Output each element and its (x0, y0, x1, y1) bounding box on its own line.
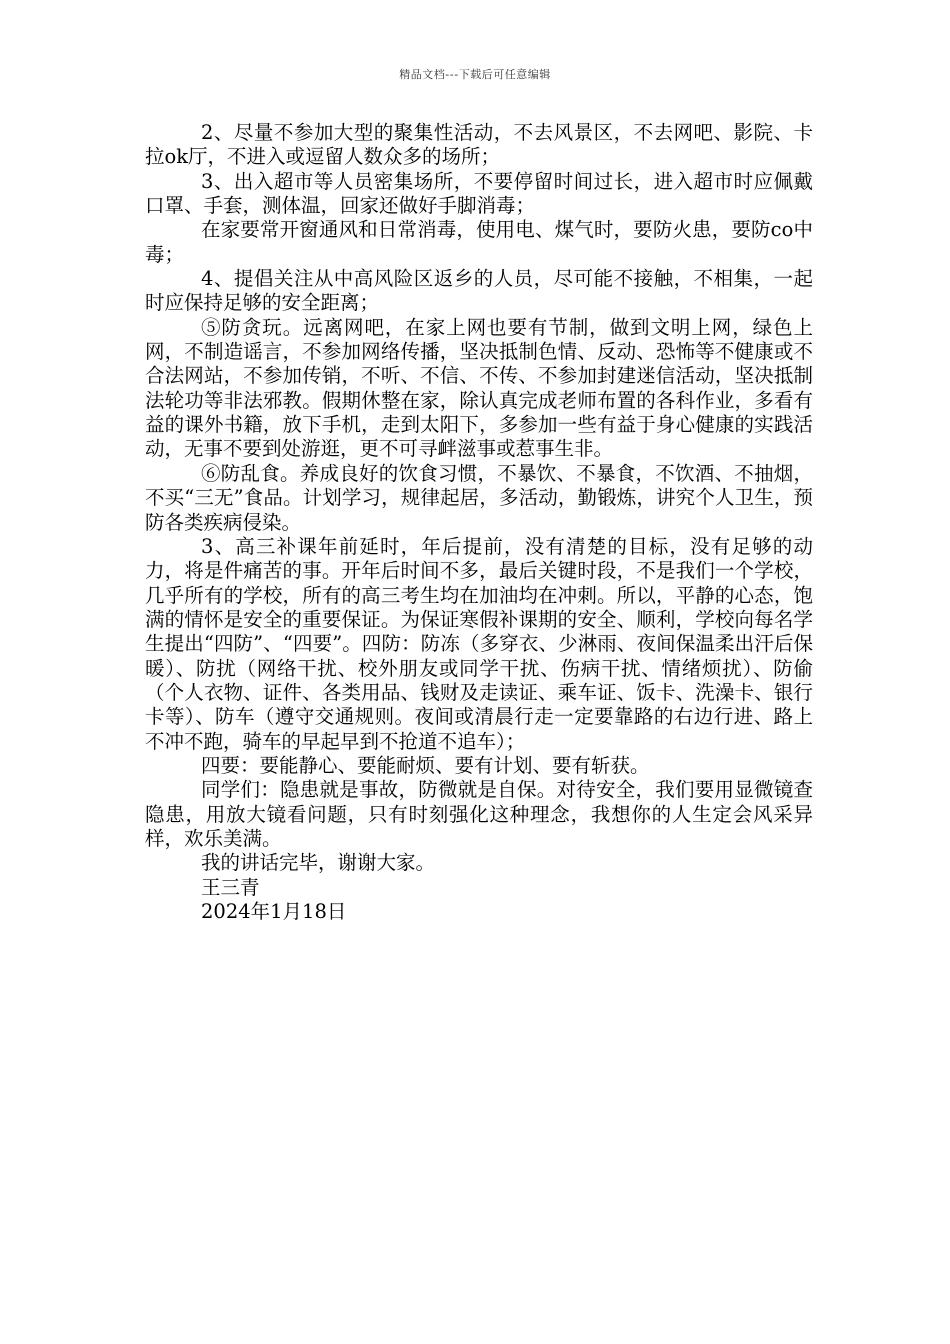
paragraph-senior-class: 3、高三补课年前延时，年后提前，没有清楚的目标，没有足够的动力，将是件痛苦的事。开年后时间不多，最后关键时段，不是我们一个学校，几乎所有的学校，所有的高三考生均在加油均在冲刺。所以，平静的心态，饱满的情怀是安全的重要保证。为保证寒假补课期的安全、顺利，学校向每名学生提出“四防”、“四要”。四防：防冻（多穿衣、少淋雨、夜间保温柔出汗后保暖）、防扰（网络干扰、校外朋友或同学干扰、伤病干扰、情绪烦扰）、防偷（个人衣物、证件、各类用品、钱财及走读证、乘车证、饭卡、洗澡卡、银行卡等）、防车（遵守交通规则。夜间或清晨行走一定要靠路的右边行进、路上不冲不跑，骑车的早起早到不抢道不追车）； (145, 534, 813, 753)
signature-date: 2024年1月18日 (201, 900, 347, 923)
signature-name: 王三青 (201, 875, 260, 899)
paragraph-avoid-eating: ⑥防乱食。养成良好的饮食习惯，不暴饮、不暴食，不饮酒、不抽烟，不买“三无”食品。计划学习，规律起居，多活动，勤锻炼，讲究个人卫生，预防各类疾病侵染。 (145, 461, 813, 534)
page-header: 精品文档---下载后可任意编辑 (399, 68, 551, 81)
paragraph-item-4: 4、提倡关注从中高风险区返乡的人员，尽可能不接触，不相集，一起时应保持足够的安全距离； (145, 267, 813, 315)
paragraph-item-3: 3、出入超市等人员密集场所，不要停留时间过长，进入超市时应佩戴口罩、手套，测体温，回家还做好手脚消毒； (145, 169, 813, 218)
document-body (145, 121, 813, 924)
paragraph-four-musts: 四要：要能静心、要能耐烦、要有计划、要有斩获。 (201, 753, 650, 777)
paragraph-closing-message: 同学们：隐患就是事故，防微就是自保。对待安全，我们要用显微镜查隐患，用放大镜看问题，只有时刻强化这种理念，我想你的人生定会风采异样，欢乐美满。 (145, 778, 813, 850)
paragraph-home-ventilation: 在家要常开窗通风和日常消毒，使用电、煤气时，要防火患，要防co中毒； (145, 218, 813, 266)
paragraph-avoid-playing: ⑤防贪玩。远离网吧，在家上网也要有节制，做到文明上网，绿色上网，不制造谣言，不参加网络传播，坚决抵制色情、反动、恐怖等不健康或不合法网站，不参加传销，不听、不信、不传、不参加封建迷信活动，坚决抵制法轮功等非法邪教。假期休整在家，除认真完成老师布置的各科作业，多看有益的课外书籍，放下手机，走到太阳下，多参加一些有益于身心健康的实践活动，无事不要到处游逛，更不可寻衅滋事或惹事生非。 (145, 315, 813, 461)
paragraph-thanks: 我的讲话完毕，谢谢大家。 (201, 851, 436, 875)
paragraph-item-2: 2、尽量不参加大型的聚集性活动，不去风景区，不去网吧、影院、卡拉ok厅，不进入或逗留人数众多的场所； (145, 121, 813, 169)
